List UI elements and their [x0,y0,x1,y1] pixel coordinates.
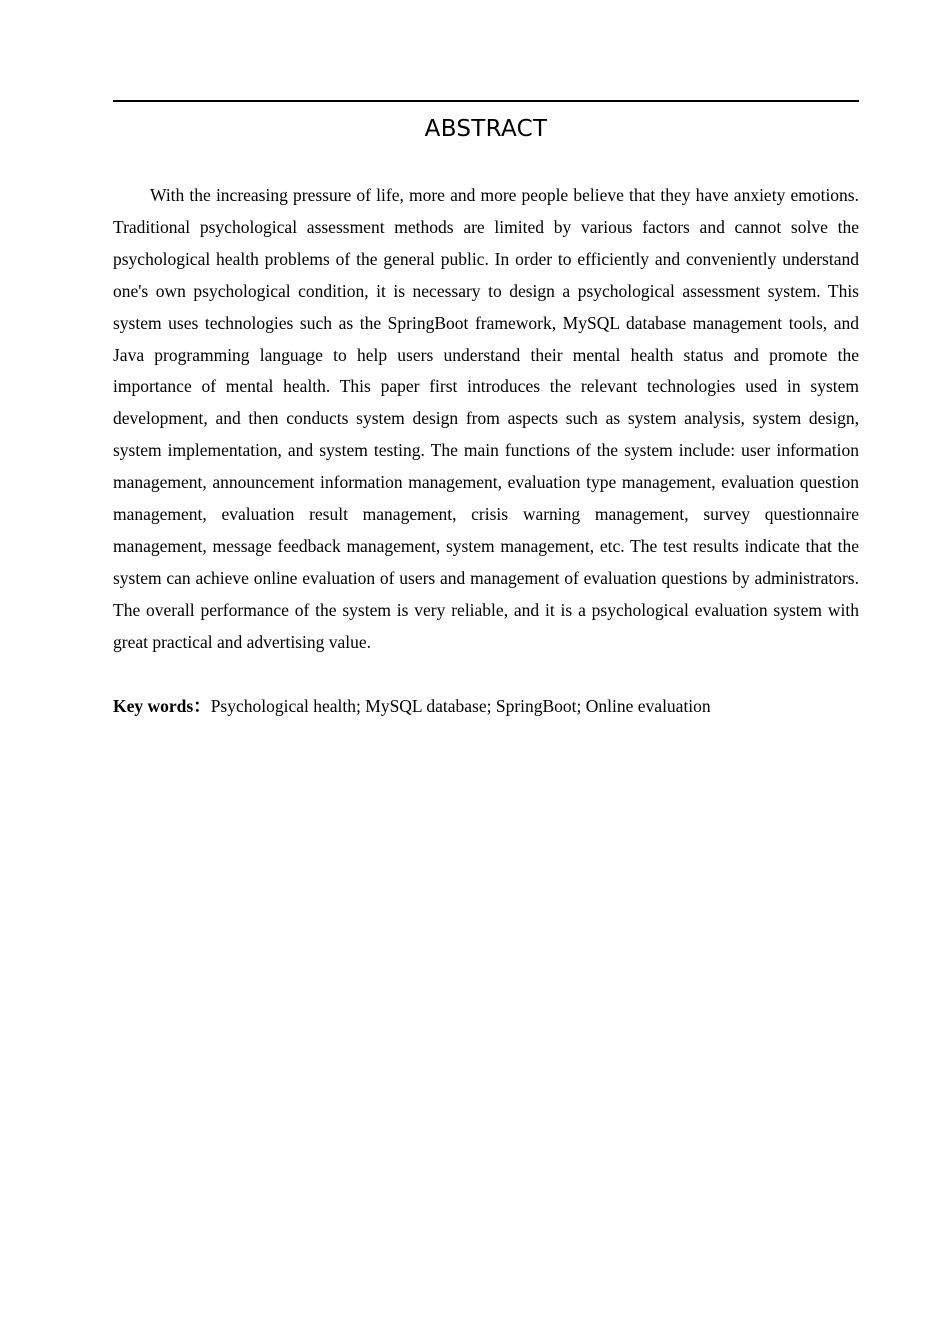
keywords-text: Psychological health; MySQL database; SpringBoot; Online evaluation [210,696,711,716]
keywords-label: Key words： [113,696,211,716]
header-rule [113,100,859,102]
abstract-title: ABSTRACT [424,116,548,142]
keywords-line [113,691,859,723]
abstract-body: With the increasing pressure of life, more and more people believe that they have anxiety emotions. Traditional psychological assessment methods are limited by various factors and cannot solve the psychological health problems of the general public. In order to efficiently and conveniently understand one's own psychological condition, it is necessary to design a psychological assessment system. This system uses technologies such as the SpringBoot framework, MySQL database management tools, and Java programming language to help users understand their mental health status and promote the importance of mental health. This paper first introduces the relevant technologies used in system development, and then conducts system design from aspects such as system analysis, system design, system implementation, and system testing. The main functions of the system include: user information management, announcement information management, evaluation type management, evaluation question management, evaluation result management, crisis warning management, survey questionnaire management, message feedback management, system management, etc. The test results indicate that the system can achieve online evaluation of users and management of evaluation questions by administrators. The overall performance of the system is very reliable, and it is a psychological evaluation system with great practical and advertising value. [113,185,859,652]
